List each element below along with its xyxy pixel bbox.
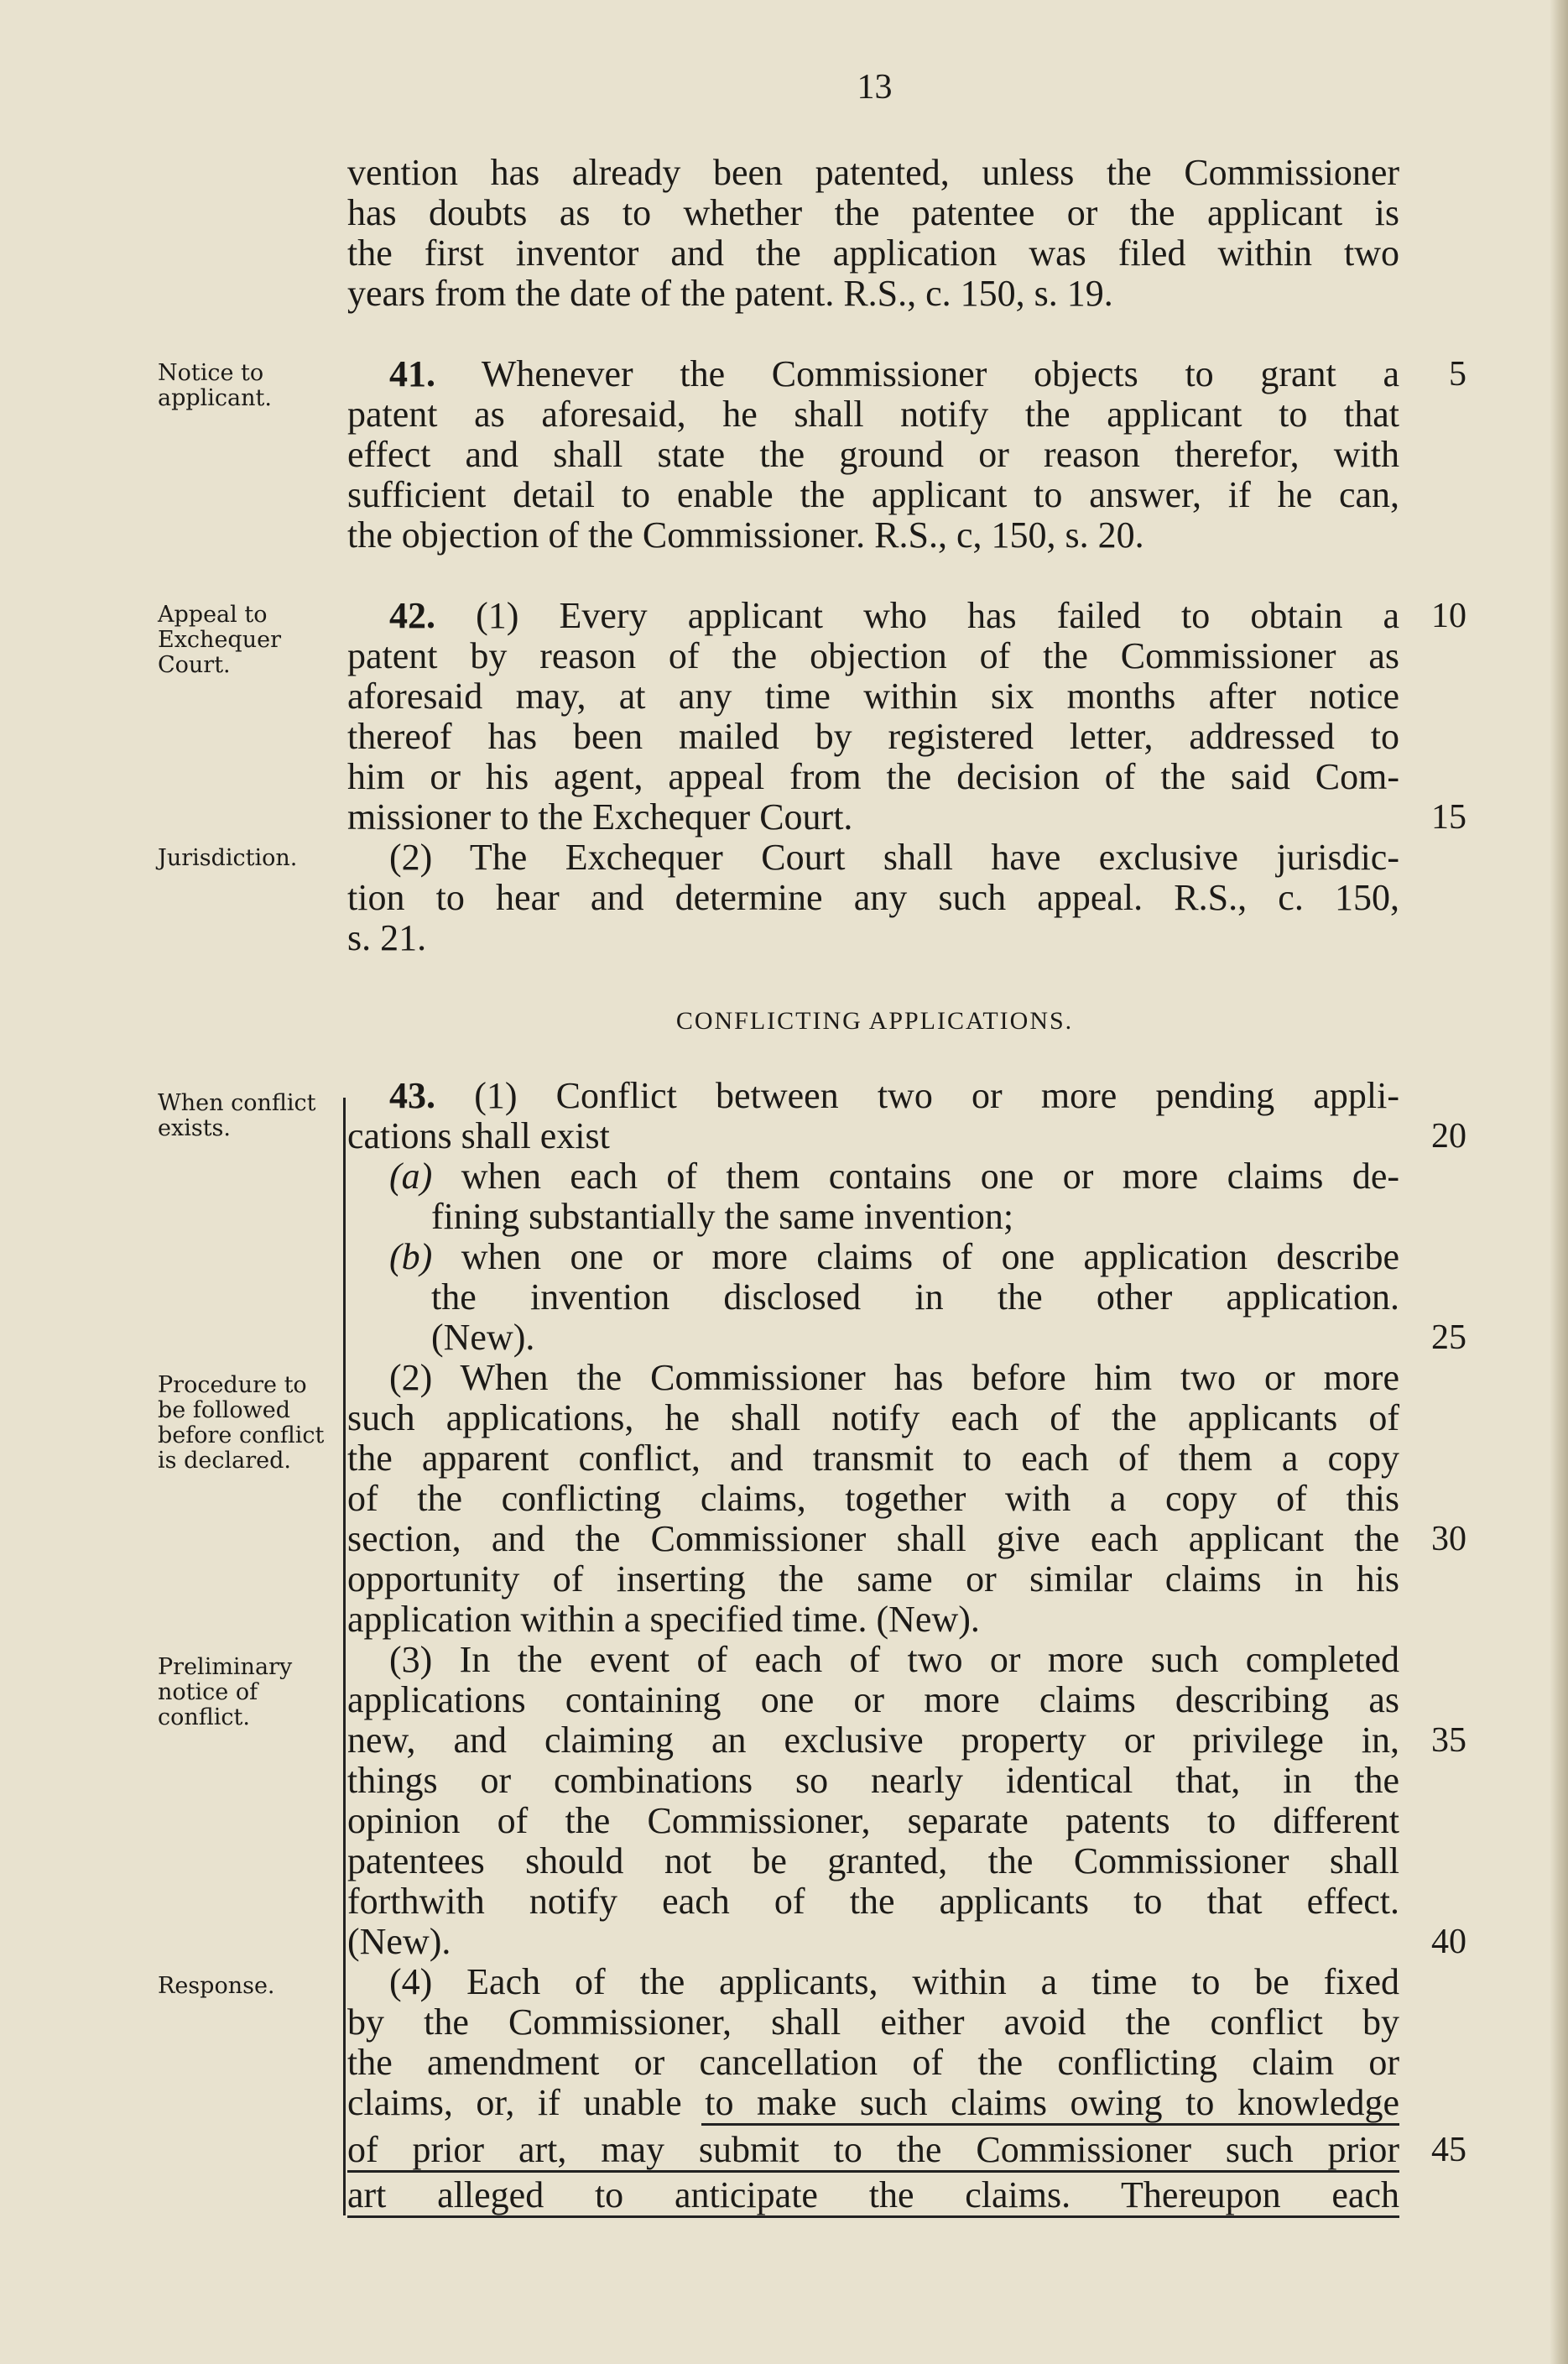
- line-number: 10: [1431, 597, 1466, 635]
- text-line: art alleged to anticipate the claims. Thereupon each: [347, 2174, 1399, 2215]
- section-heading: CONFLICTING APPLICATIONS.: [675, 1007, 1074, 1035]
- text-line: (4) Each of the applicants, within a time to be fixed: [389, 1961, 1399, 2002]
- text-line: opinion of the Commissioner, separate patents to different: [347, 1800, 1399, 1841]
- text-line: patentees should not be granted, the Commissioner shall: [347, 1840, 1399, 1881]
- section-number: 42.: [389, 595, 435, 636]
- text-line: (2) The Exchequer Court shall have exclusive jurisdic-: [389, 837, 1399, 878]
- text-line: forthwith notify each of the applicants to that effect.: [347, 1881, 1399, 1922]
- page-edge-shadow: [1550, 0, 1568, 2364]
- margin-note-preliminary: Preliminary notice of conflict.: [158, 1654, 293, 1730]
- item-b-line: (b) when one or more claims of one application describe: [389, 1236, 1400, 1277]
- revision-bar: [343, 1098, 346, 2215]
- text-line: missioner to the Exchequer Court.: [347, 796, 853, 838]
- text-line: (3) In the event of each of two or more such completed: [389, 1639, 1399, 1680]
- line-number: 40: [1431, 1923, 1466, 1961]
- text-line: the invention disclosed in the other application.: [431, 1276, 1399, 1318]
- text-line: cations shall exist: [347, 1115, 610, 1156]
- text-line: of prior art, may submit to the Commissioner such prior: [347, 2129, 1399, 2170]
- text-line: has doubts as to whether the patentee or the applicant is: [347, 192, 1399, 233]
- margin-note-procedure: Procedure to be followed before conflict is declared.: [158, 1372, 325, 1474]
- text-line: s. 21.: [347, 917, 427, 958]
- text-line: effect and shall state the ground or reason therefor, with: [347, 434, 1399, 475]
- line-number: 30: [1431, 1520, 1466, 1558]
- text-line: such applications, he shall notify each of the applicants of: [347, 1397, 1399, 1438]
- text-line: the first inventor and the application was filed within two: [347, 232, 1399, 274]
- text-line: the objection of the Commissioner. R.S., c, 150, s. 20.: [347, 514, 1144, 556]
- margin-note-when-conflict: When conflict exists.: [158, 1090, 316, 1141]
- text-line: patent as aforesaid, he shall notify the applicant to that: [347, 394, 1399, 435]
- item-a-line: (a) when each of them contains one or more claims de-: [389, 1156, 1399, 1197]
- text-line: aforesaid may, at any time within six months after notice: [347, 676, 1399, 717]
- underline-mark: [347, 2170, 1399, 2173]
- text-line: vention has already been patented, unless the Commissioner: [347, 152, 1399, 193]
- text-line: the amendment or cancellation of the conflicting claim or: [347, 2042, 1399, 2083]
- line-number: 35: [1431, 1721, 1466, 1760]
- line-number: 20: [1431, 1117, 1466, 1156]
- text-line: things or combinations so nearly identical that, in the: [347, 1760, 1399, 1801]
- text-line: sufficient detail to enable the applicant to answer, if he can,: [347, 474, 1399, 515]
- section-41-first-line: 41. Whenever the Commissioner objects to grant a: [389, 353, 1399, 394]
- item-letter: (b): [389, 1236, 433, 1277]
- text-line: years from the date of the patent. R.S., c. 150, s. 19.: [347, 273, 1113, 314]
- text-line: (New).: [347, 1921, 451, 1962]
- text-line: claims, or, if unable to make such claims owing to knowledge: [347, 2082, 1399, 2123]
- underline-mark: [701, 2123, 1399, 2126]
- margin-note-response: Response.: [158, 1973, 275, 1999]
- text-line: (New).: [431, 1317, 535, 1358]
- text-line: of the conflicting claims, together with a copy of this: [347, 1478, 1399, 1519]
- line-number: 5: [1449, 355, 1466, 394]
- section-43-first-line: 43. (1) Conflict between two or more pending appli-: [389, 1075, 1399, 1116]
- text-line: thereof has been mailed by registered letter, addressed to: [347, 716, 1399, 757]
- section-42-first-line: 42. (1) Every applicant who has failed to obtain a: [389, 595, 1400, 636]
- text-line: him or his agent, appeal from the decision of the said Com-: [347, 756, 1399, 797]
- margin-note-notice: Notice to applicant.: [158, 360, 272, 411]
- text-line: new, and claiming an exclusive property or privilege in,: [347, 1720, 1399, 1761]
- text-line: by the Commissioner, shall either avoid the conflict by: [347, 2001, 1399, 2043]
- text-line: tion to hear and determine any such appeal. R.S., c. 150,: [347, 877, 1399, 918]
- text-line: patent by reason of the objection of the Commissioner as: [347, 635, 1399, 676]
- section-number: 43.: [389, 1075, 435, 1116]
- margin-note-jurisdiction: Jurisdiction.: [158, 845, 298, 871]
- text-line: (2) When the Commissioner has before him two or more: [389, 1357, 1399, 1398]
- section-number: 41.: [389, 353, 435, 394]
- margin-note-appeal: Appeal to Exchequer Court.: [158, 602, 281, 678]
- item-letter: (a): [389, 1156, 433, 1197]
- text-line: section, and the Commissioner shall give each applicant the: [347, 1518, 1399, 1559]
- page-number: 13: [857, 68, 893, 107]
- underline-mark: [347, 2215, 1399, 2218]
- text-line: opportunity of inserting the same or similar claims in his: [347, 1558, 1399, 1599]
- text-line: application within a specified time. (New).: [347, 1599, 980, 1640]
- line-number: 45: [1431, 2131, 1466, 2169]
- text-line: the apparent conflict, and transmit to each of them a copy: [347, 1438, 1399, 1479]
- text-line: applications containing one or more claims describing as: [347, 1679, 1399, 1720]
- line-number: 25: [1431, 1318, 1466, 1357]
- text-line: fining substantially the same invention;: [431, 1196, 1014, 1237]
- line-number: 15: [1431, 798, 1466, 837]
